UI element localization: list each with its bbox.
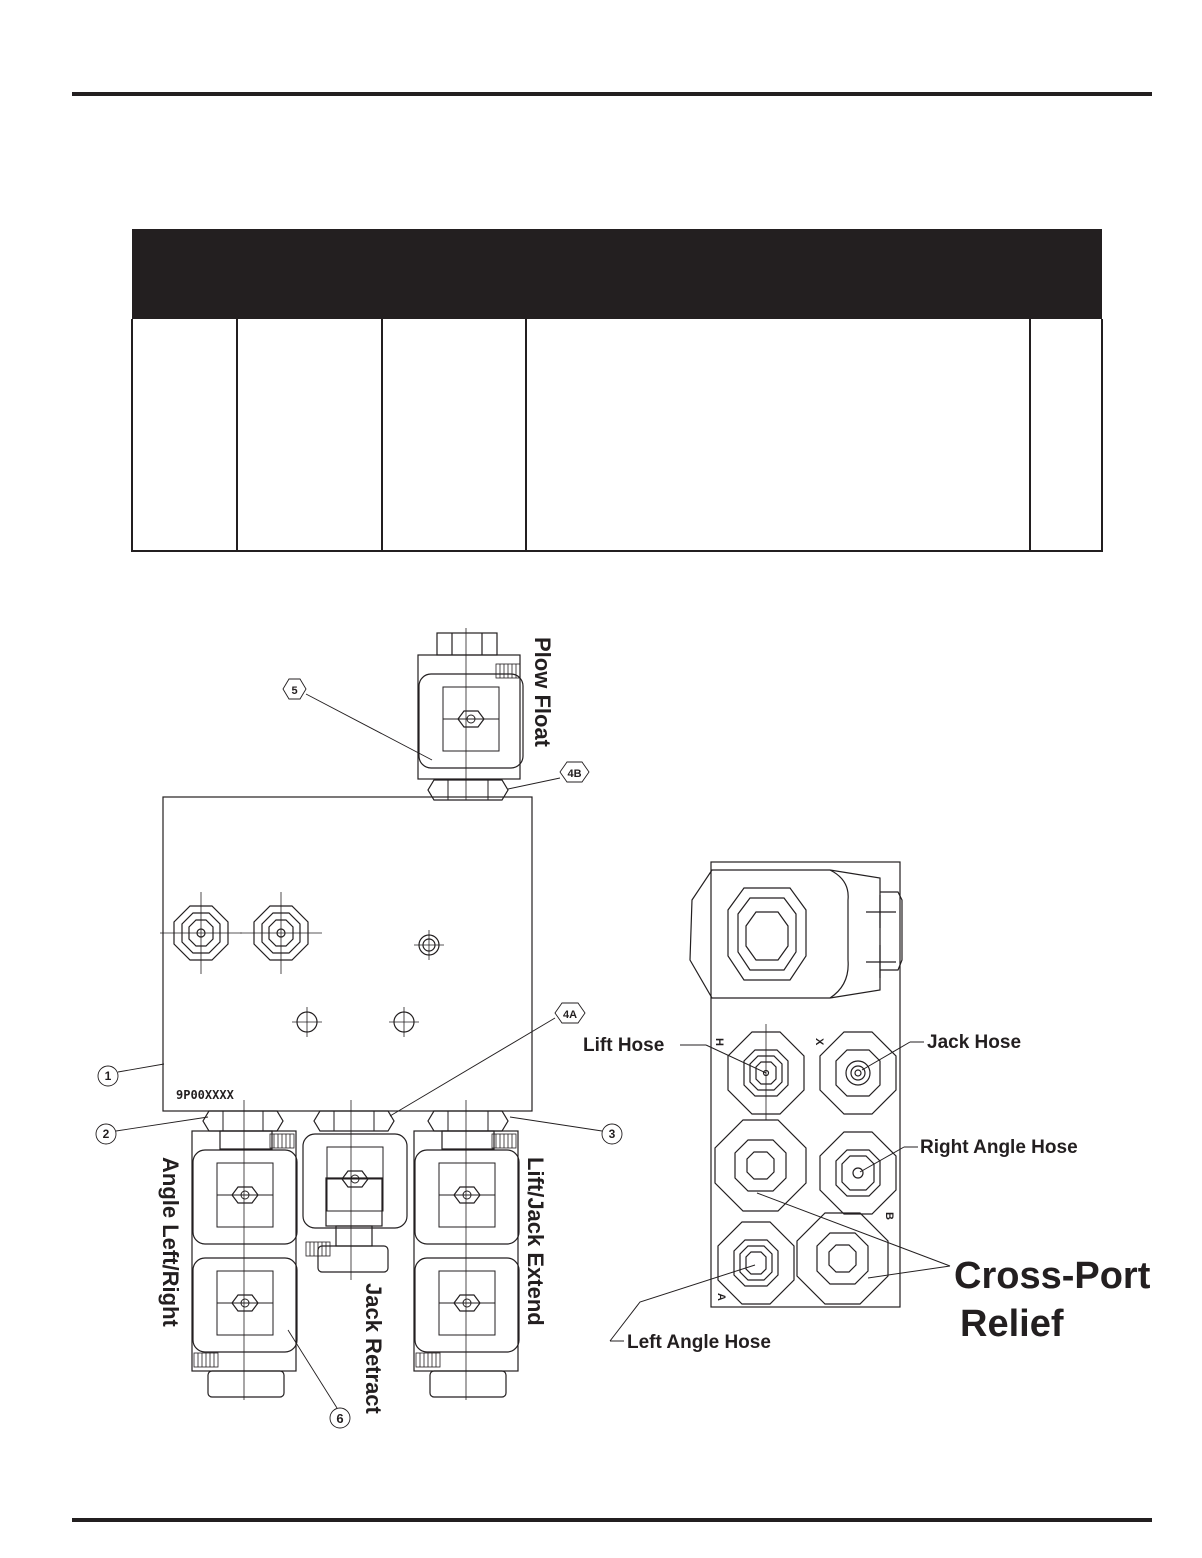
part-number-4a: 4A [562, 1009, 578, 1021]
hose-label-left-angle: Left Angle Hose [627, 1332, 771, 1353]
port-letter-b: B [883, 1212, 895, 1220]
part-number-2: 2 [102, 1127, 110, 1141]
manifold-side-view [690, 862, 902, 1307]
port-letter-h: H [713, 1038, 725, 1046]
angle-left-right-coil-assembly [192, 1100, 297, 1400]
hose-label-jack: Jack Hose [927, 1032, 1022, 1053]
part-number-1: 1 [104, 1069, 112, 1083]
plow-float-coil-assembly [418, 628, 523, 800]
hose-label-right-angle: Right Angle Hose [920, 1137, 1078, 1158]
coil-label-plow-float: Plow Float [530, 637, 555, 747]
cross-port-relief-line2: Relief [960, 1303, 1064, 1345]
coil-label-angle-left-right: Angle Left/Right [158, 1157, 183, 1327]
hose-label-lift: Lift Hose [583, 1035, 665, 1056]
hose-leader-lines [610, 1042, 950, 1341]
jack-retract-coil-assembly [303, 1100, 407, 1280]
part-number-6: 6 [336, 1411, 344, 1426]
manifold-code: 9P00XXXX [176, 1088, 234, 1102]
coil-label-jack-retract: Jack Retract [361, 1283, 386, 1414]
part-number-3: 3 [608, 1127, 616, 1141]
lift-jack-extend-coil-assembly [414, 1100, 519, 1400]
port-letter-x: X [813, 1038, 825, 1046]
cross-port-relief-line1: Cross-Port [954, 1255, 1151, 1297]
manifold-ports [160, 892, 444, 1037]
port-letter-a: A [715, 1293, 727, 1301]
part-number-4b: 4B [567, 768, 582, 780]
part-number-5: 5 [291, 685, 298, 697]
coil-label-lift-jack-extend: Lift/Jack Extend [523, 1157, 548, 1326]
